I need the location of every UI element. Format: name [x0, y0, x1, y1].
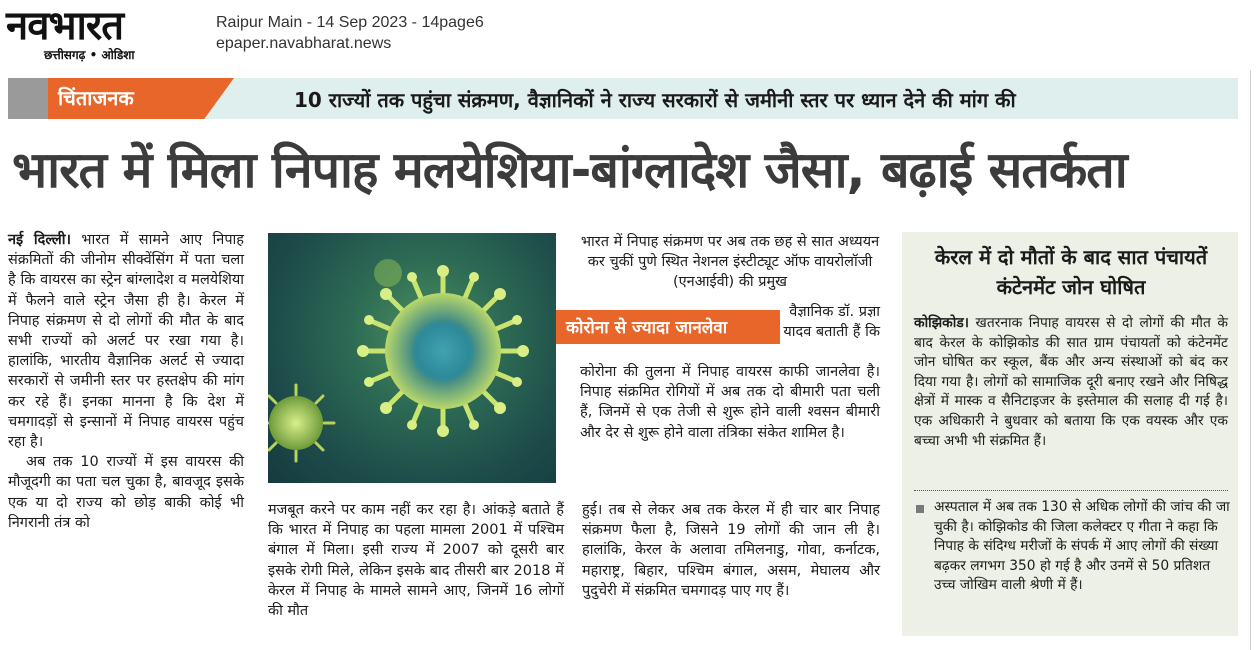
logo-subtitle: छत्तीसगढ़ • ओडिशा	[44, 48, 135, 62]
article-column-3-bottom: हुई। तब से लेकर अब तक केरल में ही चार बार निपाह संक्रमण फैला है, जिसने 19 लोगों की जान ली है। हालांकि, केरल के अलावा तमिलनाडु, गोवा, कर्नाटक, महाराष्ट्र, बिहार, पश्चिम बंगाल, असम, मेघालय और पुदुचेरी में संक्रमित चमगादड़ पाए गए हैं।	[582, 502, 880, 599]
article-column-3-top: भारत में निपाह संक्रमण पर अब तक छह से सात अध्ययन कर चुकीं पुणे स्थित नेशनल इंस्टीट्यूट ऑफ वायरोलॉजी (एनआईवी) की प्रमुख	[580, 234, 880, 291]
callout-text: कोरोना से ज्यादा जानलेवा	[566, 318, 728, 338]
sidebar-title: केरल में दो मौतों के बाद सात पंचायतें कंटेनमेंट जोन घोषित	[934, 245, 1208, 299]
sidebar-bullet-text: अस्पताल में अब तक 130 से अधिक लोगों की जांच की जा चुकी है। कोझिकोड की जिला कलेक्टर ए गीता ने कहा कि निपाह के संदिग्ध मरीजों के संपर्क में आए लोगों की संख्या बढ़कर लगभग 350 हो गई है और उनमें से 50 प्रतिशत उच्च जोखिम वाली श्रेणी में हैं।	[934, 499, 1230, 594]
virus-photo	[268, 233, 556, 483]
newspaper-logo	[6, 4, 198, 66]
paragraph-text: भारत में सामने आए निपाह संक्रमितों की जीनोम सीक्वेंसिंग में पता चला है कि वायरस का स्ट्रेन बांग्लादेश व मलयेशिया में फैलने वाले स्ट्रेन जैसा ही है। केरल में निपाह संक्रमण से दो लोगों की मौत के बाद सभी राज्यों को अलर्ट पर रखा गया है। हालांकि, भारतीय वैज्ञानिक अलर्ट से ज्यादा सरकारों से जमीनी स्तर पर हस्तक्षेप की मांग कर रहे हैं। इनका मानना है कि देश में चमगादड़ों से इन्सानों में निपाह वायरस पहुंच रहा है।	[8, 232, 245, 451]
subhead-callout	[556, 310, 780, 344]
page-edge-rule	[1250, 70, 1251, 650]
logo-text: नवभारत	[6, 2, 124, 49]
virus-illustration	[268, 233, 556, 483]
sidebar-dateline: कोझिकोड।	[914, 315, 969, 331]
article-column-3-low: कोरोना की तुलना में निपाह वायरस काफी जानलेवा है। निपाह संक्रमित रोगियों में अब तक दो बीमारी पता चली हैं, जिनमें से एक तेजी से शुरू होने वाली श्वसन बीमारी और देर से शुरू होने वाला तंत्रिका संकेत शामिल है।	[580, 364, 880, 441]
kicker-tag: चिंताजनक	[58, 86, 134, 110]
sidebar-divider	[914, 490, 1228, 491]
site-line[interactable]: epaper.navabharat.news	[216, 35, 392, 52]
main-headline: भारत में मिला निपाह मलयेशिया-बांग्लादेश जैसा, बढ़ाई सतर्कता	[12, 141, 1127, 199]
dateline: नई दिल्ली।	[8, 232, 71, 248]
masthead	[0, 0, 1258, 70]
article-column-2: मजबूत करने पर काम नहीं कर रहा है। आंकड़े बताते हैं कि भारत में निपाह का पहला मामला 2001 में पश्चिम बंगाल में मिला। इसी राज्य में 2007 को दूसरी बार इसके रोगी मिले, लेकिन इसके बाद तीसरी बार 2018 में केरल में निपाह के मामले सामने आए, जिनमें 16 लोगों की मौत	[268, 502, 564, 620]
sidebar-bullet	[916, 498, 1230, 596]
edition-meta	[216, 12, 484, 54]
kicker-headline: 10 राज्यों तक पहुंचा संक्रमण, वैज्ञानिकों ने राज्य सरकारों से जमीनी स्तर पर ध्यान देने की मांग की	[294, 88, 1016, 112]
kicker-band	[8, 78, 1238, 119]
article-column-1	[8, 230, 244, 533]
article-paragraph	[8, 230, 244, 452]
bullet-square-icon	[916, 505, 924, 513]
article-column-3-mid: वैज्ञानिक डॉ. प्रज्ञा यादव बताती हैं कि	[783, 304, 880, 341]
sidebar-body	[914, 314, 1228, 451]
sidebar-story	[902, 232, 1238, 636]
sidebar-text: खतरनाक निपाह वायरस से दो लोगों की मौत के बाद केरल के कोझिकोड की सात ग्राम पंचायतों को कंटेनमेंट जोन घोषित कर स्कूल, बैंक और अन्य संस्थाओं को बंद कर दिया गया है। लोगों को सामाजिक दूरी बनाए रखने और निषिद्ध क्षेत्रों में मास्क व सैनिटाइजर के इस्तेमाल की सलाह दी गई है। एक अधिकारी ने बुधवार को बताया कि एक वयस्क और एक बच्चा अभी भी संक्रमित हैं।	[914, 315, 1228, 449]
article-paragraph: अब तक 10 राज्यों में इस वायरस की मौजूदगी का पता चल चुका है, बावजूद इसके एक या दो राज्य को छोड़ बाकी कोई भी निगरानी तंत्र को	[8, 454, 244, 531]
kicker-grey-block	[8, 78, 48, 119]
edition-line: Raipur Main - 14 Sep 2023 - 14page6	[216, 14, 484, 31]
